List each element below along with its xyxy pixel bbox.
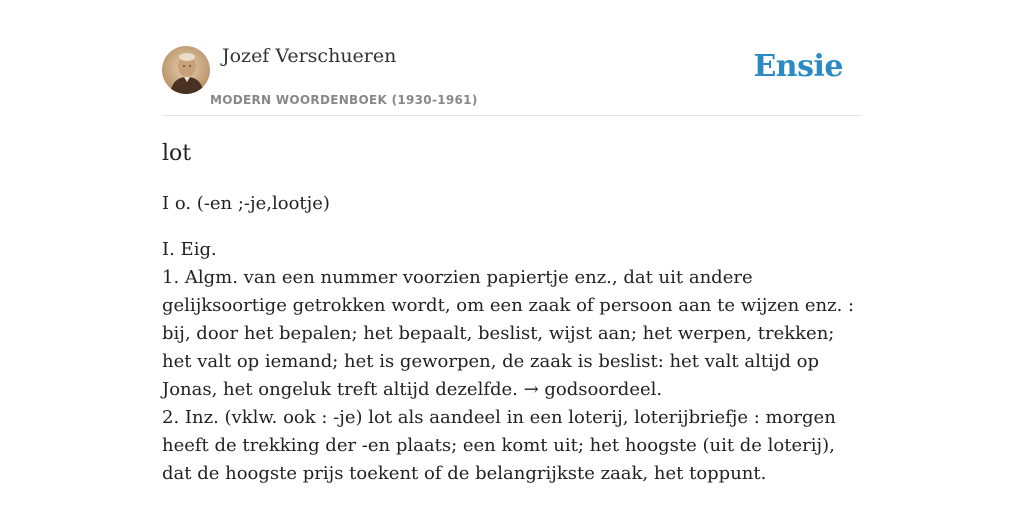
entry-content <box>162 138 868 488</box>
author-name[interactable]: Jozef Verschueren <box>222 45 397 67</box>
definition-section: 1. Algm. van een nummer voorzien papiertje enz., dat uit andere gelijksoortige getrokken wordt, om een zaak of persoon aan te wijzen enz. : bij, door het bepalen; het bepaalt, beslist, wijst aan; het werpen, trekken; het valt op iemand; het is geworpen, de zaak is beslist: het valt altijd op Jonas, het ongeluk treft altijd dezelfde. → godsoordeel. <box>162 267 855 400</box>
grammar-info: I o. (-en ;-je,lootje) <box>162 193 330 214</box>
definition-section: I. Eig. <box>162 239 217 260</box>
definition <box>162 236 868 488</box>
headword: lot <box>162 141 192 166</box>
definition-section: 2. Inz. (vklw. ook : -je) lot als aandeel in een loterij, loterijbriefje : morgen heeft de trekking der -en plaats; een komt uit; het hoogste (uit de loterij), dat de hoogste prijs toekent of de belangrijkste zaak, het toppunt. <box>162 407 836 484</box>
brand-logo[interactable]: Ensie <box>753 49 843 84</box>
header <box>162 42 862 116</box>
portrait-photo-icon <box>162 46 210 94</box>
avatar <box>162 46 210 94</box>
source-label[interactable]: MODERN WOORDENBOEK (1930-1961) <box>210 93 478 107</box>
